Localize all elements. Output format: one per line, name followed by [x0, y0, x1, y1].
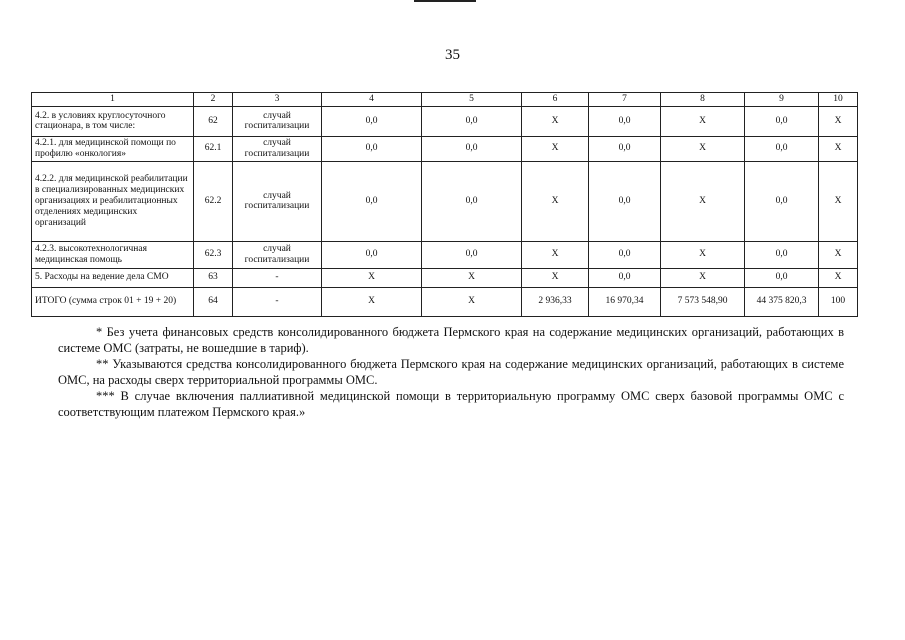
row-name: 4.2.1. для медицинской помощи по профилю «онкология»	[32, 136, 194, 161]
row-name: 5. Расходы на ведение дела СМО	[32, 268, 194, 287]
row-code: 62	[194, 106, 233, 136]
table-cell: X	[819, 106, 858, 136]
table-cell: 100	[819, 287, 858, 316]
column-number: 4	[322, 93, 422, 107]
column-number: 8	[661, 93, 745, 107]
table-row	[32, 106, 858, 136]
row-unit: случай госпитализации	[233, 136, 322, 161]
top-edge-mark	[414, 0, 476, 2]
table-cell: 2 936,33	[522, 287, 589, 316]
row-unit: случай госпитализации	[233, 161, 322, 241]
table-cell: 0,0	[745, 241, 819, 268]
table-cell: X	[819, 161, 858, 241]
column-number: 9	[745, 93, 819, 107]
table-cell: 0,0	[422, 161, 522, 241]
table-cell: 0,0	[322, 106, 422, 136]
table-cell: X	[661, 268, 745, 287]
table-cell: X	[522, 241, 589, 268]
row-code: 64	[194, 287, 233, 316]
footnote-double-star: ** Указываются средства консолидированного бюджета Пермского края на содержание медицинских организаций, работающих в системе ОМС, на расходы сверх территориальной программы ОМС.	[58, 357, 844, 387]
row-unit: -	[233, 287, 322, 316]
table-cell: 0,0	[422, 106, 522, 136]
row-code: 62.1	[194, 136, 233, 161]
table-cell: 0,0	[745, 161, 819, 241]
table-cell: X	[661, 241, 745, 268]
footnotes	[58, 324, 844, 420]
table-cell: 0,0	[589, 106, 661, 136]
row-name: 4.2. в условиях круглосуточного стационара, в том числе:	[32, 106, 194, 136]
table-cell: 0,0	[589, 268, 661, 287]
table-cell: 7 573 548,90	[661, 287, 745, 316]
table-cell: X	[819, 136, 858, 161]
table-cell: 0,0	[589, 161, 661, 241]
row-name: 4.2.3. высокотехнологичная медицинская помощь	[32, 241, 194, 268]
table-cell: 0,0	[745, 268, 819, 287]
table-cell: 0,0	[422, 241, 522, 268]
table-row	[32, 268, 858, 287]
table-row	[32, 241, 858, 268]
table-cell: X	[819, 241, 858, 268]
row-code: 63	[194, 268, 233, 287]
table-cell: X	[661, 106, 745, 136]
column-number: 1	[32, 93, 194, 107]
table-row	[32, 136, 858, 161]
table-cell: 0,0	[745, 106, 819, 136]
row-name: ИТОГО (сумма строк 01 + 19 + 20)	[32, 287, 194, 316]
column-number: 6	[522, 93, 589, 107]
table-cell: 0,0	[422, 136, 522, 161]
column-number: 3	[233, 93, 322, 107]
row-unit: случай госпитализации	[233, 241, 322, 268]
column-number: 7	[589, 93, 661, 107]
table-cell: 44 375 820,3	[745, 287, 819, 316]
table-cell: 0,0	[322, 136, 422, 161]
row-code: 62.3	[194, 241, 233, 268]
table-cell: X	[819, 268, 858, 287]
row-code: 62.2	[194, 161, 233, 241]
table-cell: X	[322, 287, 422, 316]
table-cell: 0,0	[589, 241, 661, 268]
table-cell: X	[422, 268, 522, 287]
table-cell: X	[522, 161, 589, 241]
row-unit: случай госпитализации	[233, 106, 322, 136]
page-number: 35	[445, 47, 460, 63]
column-number: 5	[422, 93, 522, 107]
column-number: 2	[194, 93, 233, 107]
footnote-single-star: * Без учета финансовых средств консолидированного бюджета Пермского края на содержание медицинских организаций, работающих в системе ОМС (затраты, не вошедшие в тариф).	[58, 325, 844, 355]
total-row	[32, 287, 858, 316]
table-cell: 0,0	[322, 241, 422, 268]
table-cell: 16 970,34	[589, 287, 661, 316]
table-cell: 0,0	[745, 136, 819, 161]
row-name: 4.2.2. для медицинской реабилитации в специализированных медицинских организациях и реабилитационных отделениях медицинских организаций	[32, 161, 194, 241]
table-cell: 0,0	[322, 161, 422, 241]
table-cell: X	[661, 161, 745, 241]
table-cell: X	[661, 136, 745, 161]
table-cell: X	[522, 136, 589, 161]
table-cell: 0,0	[589, 136, 661, 161]
column-number-row	[32, 93, 858, 107]
column-number: 10	[819, 93, 858, 107]
row-unit: -	[233, 268, 322, 287]
table-row	[32, 161, 858, 241]
table-cell: X	[322, 268, 422, 287]
footnote-triple-star: *** В случае включения паллиативной медицинской помощи в территориальную программу ОМС сверх базовой программы ОМС с соответствующим платежом Пермского края.»	[58, 389, 844, 419]
data-table	[31, 92, 858, 317]
table-cell: X	[522, 106, 589, 136]
table-cell: X	[422, 287, 522, 316]
table-cell: X	[522, 268, 589, 287]
